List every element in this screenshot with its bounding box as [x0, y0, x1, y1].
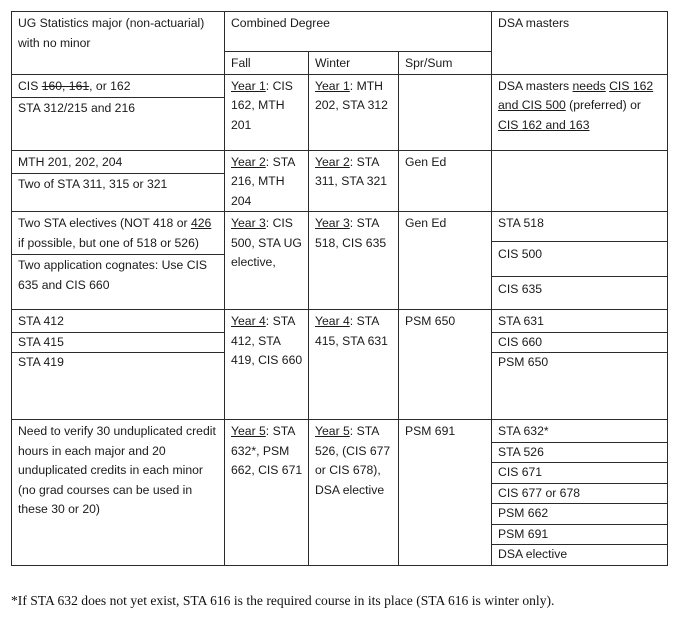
dsa-course: CIS 500 — [492, 241, 667, 276]
dsa-course: CIS 671 — [492, 462, 667, 483]
ug-course-line: Two of STA 311, 315 or 321 — [12, 173, 224, 195]
winter-courses: MTH 202, STA 312 — [315, 78, 388, 112]
dsa-course: PSM 662 — [492, 503, 667, 524]
spr-cell: Gen Ed — [399, 150, 492, 212]
dsa-course: STA 631 — [498, 314, 544, 328]
dsa-cell — [492, 310, 668, 420]
fall-courses: CIS 500, STA UG elective, — [231, 216, 302, 269]
year-label: Year 4 — [315, 314, 350, 328]
ug-course-line: STA 415 — [12, 332, 224, 353]
spr-cell: PSM 691 — [399, 420, 492, 566]
year-label: Year 2 — [315, 154, 350, 169]
winter-courses: STA 415, STA 631 — [315, 314, 388, 348]
ug-course-line: MTH 201, 202, 204 — [18, 154, 123, 169]
header-ug-major: UG Statistics major (non-actuarial) with no minor — [12, 12, 225, 75]
fall-courses: STA 632*, PSM 662, CIS 671 — [231, 424, 303, 477]
year-label: Year 1 — [231, 78, 266, 93]
year-5-row — [12, 420, 668, 566]
term-winter: Winter — [309, 52, 399, 75]
fall-cell: Year 2: STA 216, MTH 204 — [225, 150, 309, 212]
year-3-row — [12, 212, 668, 310]
dsa-cell — [492, 420, 668, 566]
year-label: Year 3 — [315, 216, 350, 230]
fall-courses: STA 412, STA 419, CIS 660 — [231, 314, 303, 367]
dsa-course: STA 632* — [498, 424, 549, 438]
spr-cell: PSM 650 — [399, 310, 492, 420]
degree-plan-table — [11, 11, 668, 566]
spr-cell — [399, 74, 492, 150]
year-4-row — [12, 310, 668, 420]
year-label: Year 3 — [231, 216, 266, 230]
year-2-row — [12, 150, 668, 212]
year-label: Year 1 — [315, 78, 350, 93]
dsa-course: CIS 677 or 678 — [492, 483, 667, 504]
fall-cell: Year 3: CIS 500, STA UG elective, — [225, 212, 309, 310]
winter-cell: Year 2: STA 311, STA 321 — [309, 150, 399, 212]
ug-course-line: STA 419 — [12, 352, 224, 373]
winter-cell: Year 4: STA 415, STA 631 — [309, 310, 399, 420]
year-label: Year 5 — [315, 424, 350, 438]
ug-course-line: Two STA electives (NOT 418 or 426 if possible, but one of 518 or 526) — [18, 216, 212, 250]
dsa-course: STA 526 — [492, 442, 667, 463]
spr-cell: Gen Ed — [399, 212, 492, 310]
fall-courses: CIS 162, MTH 201 — [231, 78, 293, 132]
dsa-cell — [492, 212, 668, 310]
dsa-course: DSA elective — [492, 544, 667, 565]
fall-courses: STA 216, MTH 204 — [231, 154, 295, 208]
winter-courses: STA 518, CIS 635 — [315, 216, 387, 250]
ug-cell — [12, 212, 225, 310]
ug-cell — [12, 150, 225, 212]
fall-cell: Year 1: CIS 162, MTH 201 — [225, 74, 309, 150]
term-spr-sum: Spr/Sum — [399, 52, 492, 75]
dsa-course: CIS 635 — [492, 276, 667, 300]
header-combined-degree: Combined Degree — [225, 12, 492, 52]
year-label: Year 2 — [231, 154, 266, 169]
ug-cell — [12, 74, 225, 150]
dsa-course: PSM 650 — [492, 352, 667, 373]
header-dsa-masters: DSA masters — [492, 12, 668, 75]
dsa-course: CIS 660 — [492, 332, 667, 353]
footnote: *If STA 632 does not yet exist, STA 616 is the required course in its place (STA 616 is winter only). — [11, 593, 555, 608]
dsa-cell: DSA masters needs CIS 162 and CIS 500 (preferred) or CIS 162 and 163 — [492, 74, 668, 150]
winter-cell: Year 3: STA 518, CIS 635 — [309, 212, 399, 310]
fall-cell: Year 4: STA 412, STA 419, CIS 660 — [225, 310, 309, 420]
ug-course-line: CIS 160, 161, or 162 — [18, 78, 131, 93]
winter-courses: STA 526, (CIS 677 or CIS 678), DSA elective — [315, 424, 391, 497]
winter-courses: STA 311, STA 321 — [315, 154, 388, 188]
ug-cell — [12, 310, 225, 420]
ug-course-line: STA 412 — [18, 314, 64, 328]
fall-cell: Year 5: STA 632*, PSM 662, CIS 671 — [225, 420, 309, 566]
ug-course-line: STA 312/215 and 216 — [12, 97, 224, 119]
ug-cell: Need to verify 30 unduplicated credit hours in each major and 20 unduplicated credits in each minor (no grad courses can be used in these 30 or 20) — [12, 420, 225, 566]
winter-cell: Year 5: STA 526, (CIS 677 or CIS 678), DSA elective — [309, 420, 399, 566]
year-1-row — [12, 74, 668, 150]
dsa-cell — [492, 150, 668, 212]
dsa-course: STA 518 — [498, 216, 544, 230]
year-label: Year 5 — [231, 424, 266, 438]
header-row — [12, 12, 668, 52]
term-fall: Fall — [225, 52, 309, 75]
year-label: Year 4 — [231, 314, 266, 328]
winter-cell: Year 1: MTH 202, STA 312 — [309, 74, 399, 150]
dsa-course: PSM 691 — [492, 524, 667, 545]
ug-course-line: Two application cognates: Use CIS 635 and CIS 660 — [12, 254, 224, 295]
